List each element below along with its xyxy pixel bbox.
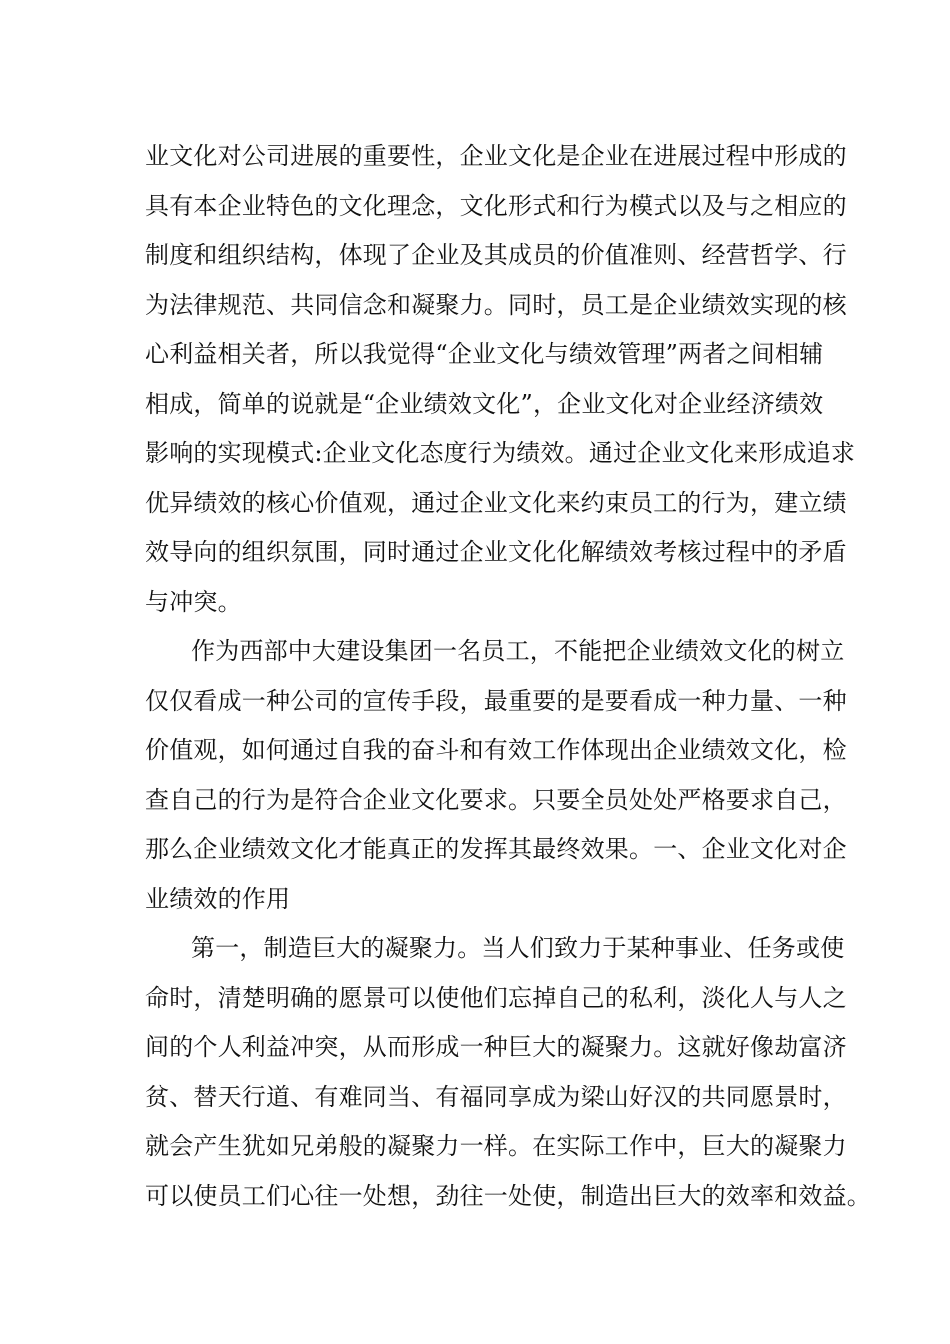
text-line: 业文化对公司进展的重要性，企业文化是企业在进展过程中形成的	[145, 142, 847, 170]
text-line: 优异绩效的核心价值观，通过企业文化来约束员工的行为，建立绩	[145, 488, 847, 517]
document-body	[145, 132, 871, 1221]
text-line: 为法律规范、共同信念和凝聚力。同时，员工是企业绩效实现的核	[145, 290, 847, 319]
text-line: 业绩效的作用	[145, 884, 291, 913]
text-line: 就会产生犹如兄弟般的凝聚力一样。在实际工作中，巨大的凝聚力	[145, 1132, 847, 1160]
text-line: 心利益相关者，所以我觉得“企业文化与绩效管理”两者之间相辅	[145, 340, 824, 368]
text-line: 影响的实现模式:企业文化态度行为绩效。通过企业文化来形成追求	[145, 439, 856, 467]
text-line: 仅仅看成一种公司的宣传手段，最重要的是要看成一种力量、一种	[145, 686, 847, 715]
text-line: 可以使员工们心往一处想，劲往一处使，制造出巨大的效率和效益。	[145, 1181, 871, 1210]
paragraph-start-line: 作为西部中大建设集团一名员工，不能把企业绩效文化的树立	[191, 637, 845, 665]
text-line: 制度和组织结构，体现了企业及其成员的价值准则、经营哲学、行	[145, 241, 847, 269]
paragraph-start-line: 第一，制造巨大的凝聚力。当人们致力于某种事业、任务或使	[191, 934, 845, 962]
text-line: 命时，清楚明确的愿景可以使他们忘掉自己的私利，淡化人与人之	[145, 983, 847, 1012]
text-line: 价值观，如何通过自我的奋斗和有效工作体现出企业绩效文化，检	[145, 736, 847, 764]
text-line: 与冲突。	[145, 587, 242, 616]
text-line: 那么企业绩效文化才能真正的发挥其最终效果。一、企业文化对企	[145, 835, 847, 863]
text-line: 查自己的行为是符合企业文化要求。只要全员处处严格要求自己，	[145, 785, 847, 814]
text-line: 效导向的组织氛围，同时通过企业文化化解绩效考核过程中的矛盾	[145, 538, 847, 566]
text-line: 间的个人利益冲突，从而形成一种巨大的凝聚力。这就好像劫富济	[145, 1033, 847, 1061]
text-line: 贫、替天行道、有难同当、有福同享成为梁山好汉的共同愿景时，	[145, 1082, 847, 1111]
text-line: 相成，简单的说就是“企业绩效文化”，企业文化对企业经济绩效	[145, 389, 824, 418]
text-line: 具有本企业特色的文化理念，文化形式和行为模式以及与之相应的	[145, 191, 847, 220]
